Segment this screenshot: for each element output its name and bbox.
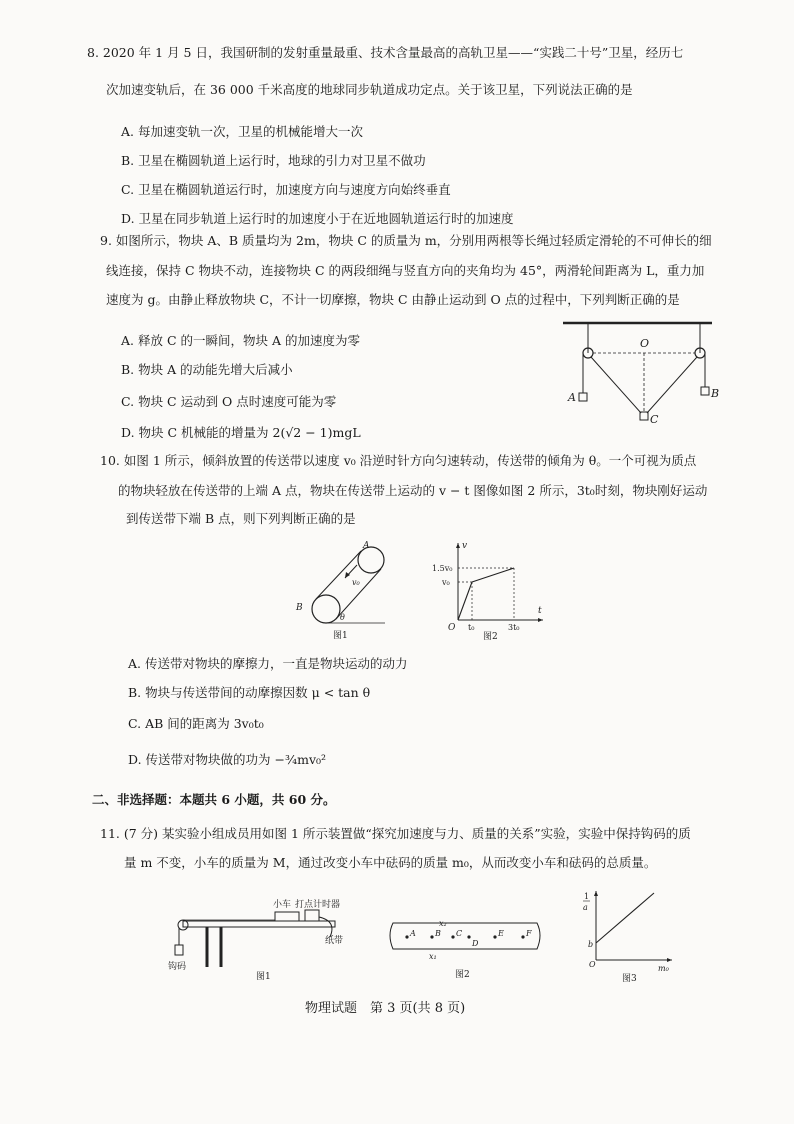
q8-option-d: D. 卫星在同步轨道上运行时的加速度小于在近地圆轨道运行时的加速度 xyxy=(121,211,514,226)
t-label: t xyxy=(538,606,542,616)
origin-label: O xyxy=(589,960,596,969)
block-c xyxy=(640,412,648,420)
q9-stem-line1: 9. 如图所示，物块 A、B 质量均为 2m，物块 C 的质量为 m，分别用两根等长绳过轻质定滑轮的不可伸长的细 xyxy=(100,233,712,248)
fit-line xyxy=(596,893,654,943)
fig2-caption: 图2 xyxy=(455,970,470,980)
conveyor-figure xyxy=(290,540,395,643)
y-label-num: 1 xyxy=(584,892,590,901)
tape-dot xyxy=(405,935,408,938)
q8-option-b: B. 卫星在椭圆轨道上运行时，地球的引力对卫星不做功 xyxy=(121,153,426,168)
tick-1-5v0: 1.5v₀ xyxy=(432,564,453,573)
tick-3t0: 3t₀ xyxy=(508,623,520,632)
timer xyxy=(305,910,319,921)
tape-dot xyxy=(430,935,433,938)
tape-dot xyxy=(493,935,496,938)
label-theta: θ xyxy=(340,613,345,622)
q9-stem-line2: 线连接，保持 C 物块不动，连接物块 C 的两段细绳与竖直方向的夹角均为 45°，两滑轮间距离为 L，重力加 xyxy=(106,263,705,278)
q9-option-d: D. 物块 C 机械能的增量为 2(√2 − 1)mgL xyxy=(121,425,361,440)
rope-right-to-c xyxy=(647,357,697,413)
label-a: A xyxy=(363,541,370,551)
track xyxy=(183,921,335,927)
graph-segment-1 xyxy=(458,582,472,620)
tape-points xyxy=(405,929,532,948)
q8-option-a: A. 每加速变轨一次，卫星的机械能增大一次 xyxy=(121,124,363,139)
q9-option-c: C. 物块 C 运动到 O 点时速度可能为零 xyxy=(121,394,337,409)
rope-left-to-c xyxy=(591,357,641,413)
label-x2: x₂ xyxy=(439,919,447,928)
label-timer: 打点计时器 xyxy=(295,900,341,910)
q8-option-c: C. 卫星在椭圆轨道运行时，加速度方向与速度方向始终垂直 xyxy=(121,182,451,197)
q8-stem-line2: 次加速变轨后，在 36 000 千米高度的地球同步轨道成功定点。关于该卫星，下列说法正确的是 xyxy=(106,82,633,97)
label-x1: x₁ xyxy=(429,952,437,961)
belt-bottom xyxy=(336,569,381,619)
fig3-caption: 图3 xyxy=(622,974,637,984)
tape-dot xyxy=(451,935,454,938)
experiment-setup-figure xyxy=(165,895,365,985)
label-hook: 钩码 xyxy=(168,962,187,972)
q10-option-a: A. 传送带对物块的摩擦力，一直是物块运动的动力 xyxy=(128,656,408,671)
q9-option-b: B. 物块 A 的动能先增大后减小 xyxy=(121,362,293,377)
hook-weight xyxy=(175,945,183,955)
tape-point-label: F xyxy=(526,929,532,938)
fig1-caption: 图1 xyxy=(256,972,271,982)
tape-point-label: A xyxy=(410,929,416,938)
label-a: A xyxy=(568,391,576,404)
block-a xyxy=(579,393,587,401)
y-label-den: a xyxy=(583,903,588,912)
q10-stem-line1: 10. 如图 1 所示，倾斜放置的传送带以速度 v₀ 沿逆时针方向匀速转动，传送带的倾角为 θ。一个可视为质点 xyxy=(100,453,697,468)
label-c: C xyxy=(650,413,659,425)
upper-roller xyxy=(358,547,384,573)
tick-t0: t₀ xyxy=(468,623,475,632)
q11-stem-line2: 量 m 不变，小车的质量为 M，通过改变小车中砝码的质量 m₀，从而改变小车和砝码的总质量。 xyxy=(124,855,657,870)
fig2-caption: 图2 xyxy=(483,632,498,642)
label-car: 小车 xyxy=(273,900,292,910)
label-v0: v₀ xyxy=(352,578,360,587)
section-heading: 二、非选择题：本题共 6 小题，共 60 分。 xyxy=(92,792,336,807)
q10-option-b: B. 物块与传送带间的动摩擦因数 μ < tan θ xyxy=(128,685,371,700)
tape-dot xyxy=(467,935,470,938)
cart xyxy=(275,912,299,921)
intercept-label: b xyxy=(588,940,594,949)
tick-v0: v₀ xyxy=(442,578,450,587)
q10-stem-line2: 的物块轻放在传送带的上端 A 点，物块在传送带上运动的 v − t 图像如图 2 所示，3t₀时刻，物块刚好运动 xyxy=(118,483,708,498)
tape-point-label: C xyxy=(456,929,463,938)
paper-tape-figure xyxy=(385,915,545,985)
inverse-a-graph xyxy=(580,885,680,985)
tape-point-label: D xyxy=(472,939,479,948)
tape-point-label: B xyxy=(435,929,441,938)
q9-option-a: A. 释放 C 的一瞬间，物块 A 的加速度为零 xyxy=(121,333,360,348)
block-b xyxy=(701,387,709,395)
label-b: B xyxy=(296,603,303,613)
v-label: v xyxy=(462,541,468,551)
fig1-caption: 图1 xyxy=(333,631,348,641)
page-footer: 物理试题 第 3 页(共 8 页) xyxy=(305,1001,466,1016)
pulley-figure xyxy=(555,315,720,425)
label-b: B xyxy=(711,387,720,400)
q10-option-c: C. AB 间的距离为 3v₀t₀ xyxy=(128,716,264,731)
label-o: O xyxy=(640,337,650,350)
q11-stem-line1: 11. (7 分) 某实验小组成员用如图 1 所示装置做“探究加速度与力、质量的关系”实验，实验中保持钩码的质 xyxy=(100,826,691,841)
label-tape: 纸带 xyxy=(325,936,344,946)
graph-segment-2 xyxy=(472,568,514,582)
vt-graph xyxy=(428,538,548,643)
x-label: m₀ xyxy=(658,964,669,973)
tape-point-label: E xyxy=(498,929,504,938)
belt-top xyxy=(316,551,361,599)
q10-stem-line3: 到传送带下端 B 点，则下列判断正确的是 xyxy=(126,511,356,526)
tape-dot xyxy=(521,935,524,938)
origin-label: O xyxy=(448,623,456,633)
q10-option-d: D. 传送带对物块做的功为 −¾mv₀² xyxy=(128,752,327,767)
q9-stem-line3: 速度为 g。由静止释放物块 C，不计一切摩擦，物块 C 由静止运动到 O 点的过程中，下列判断正确的是 xyxy=(106,292,680,307)
q8-stem-line1: 8. 2020 年 1 月 5 日，我国研制的发射重量最重、技术含量最高的高轨卫星——“实践二十号”卫星，经历七 xyxy=(87,45,684,60)
